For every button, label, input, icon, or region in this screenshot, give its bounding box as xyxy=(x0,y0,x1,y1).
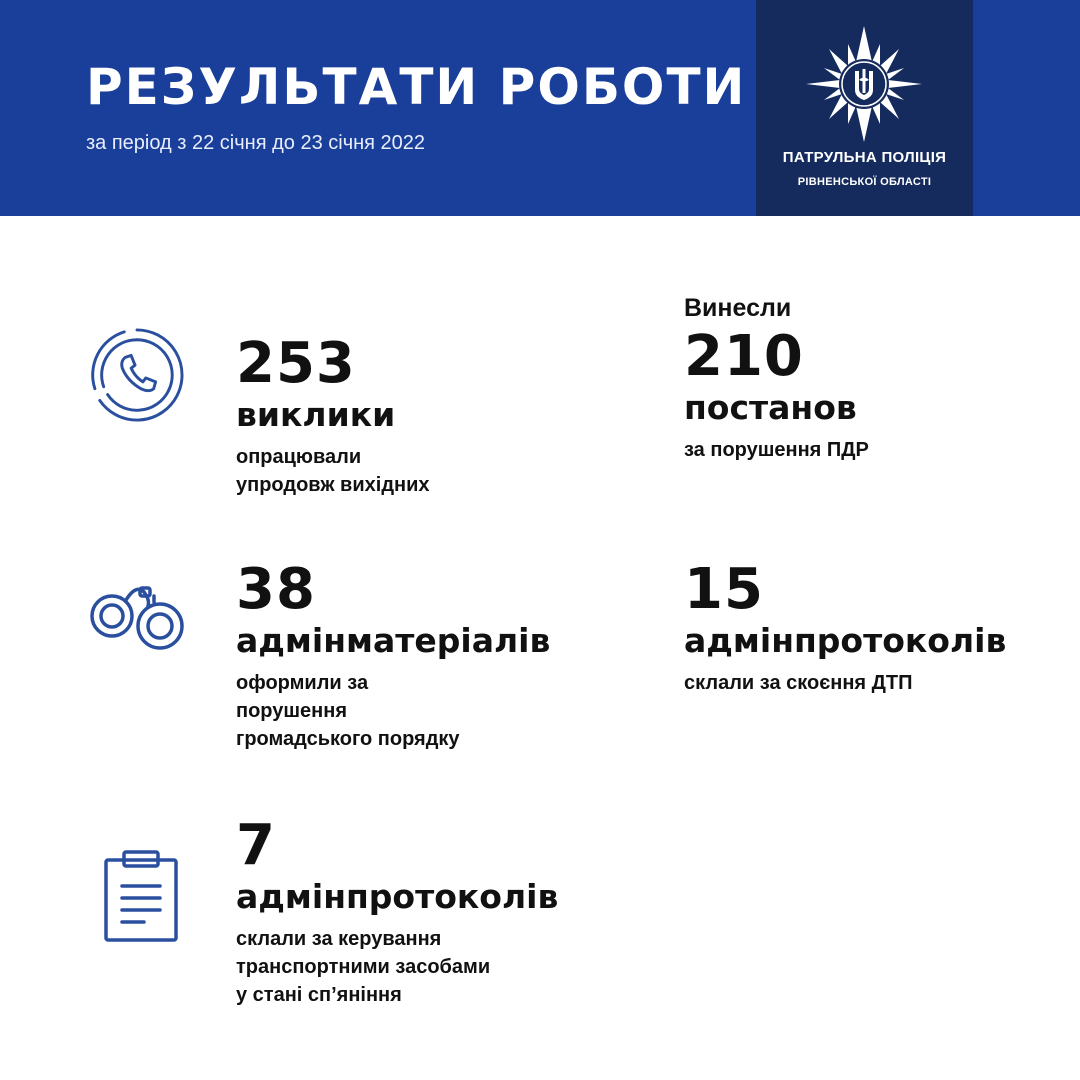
handcuffs-icon xyxy=(88,578,188,658)
stat-accident-protocols xyxy=(684,557,1007,697)
header-banner xyxy=(0,0,1080,216)
stat-value: 253 xyxy=(236,331,356,396)
desc-line: опрацювали xyxy=(236,446,362,468)
stat-label: виклики xyxy=(236,395,396,434)
stat-prefix: Винесли xyxy=(684,294,792,322)
stat-drunk-protocols xyxy=(236,813,559,1009)
stat-description xyxy=(236,669,550,753)
police-logo-panel xyxy=(756,0,973,216)
stat-label: адмінпротоколів xyxy=(684,621,1007,660)
org-name-line1: ПАТРУЛЬНА ПОЛІЦІЯ xyxy=(782,149,947,166)
stat-value: 38 xyxy=(236,557,316,622)
stat-label: адмінматеріалів xyxy=(236,621,551,660)
desc-line: упродовж вихідних xyxy=(236,474,430,496)
page-title: РЕЗУЛЬТАТИ РОБОТИ xyxy=(86,58,747,116)
desc-line: за порушення ПДР xyxy=(684,439,869,461)
stat-description xyxy=(684,669,1006,697)
stat-description xyxy=(684,436,869,464)
desc-line: склали за керування xyxy=(236,928,442,950)
phone-circle-icon xyxy=(88,326,186,424)
stat-description xyxy=(236,443,430,499)
period-subtitle: за період з 22 січня до 23 січня 2022 xyxy=(86,132,426,154)
stat-resolutions xyxy=(684,296,869,464)
stat-label: постанов xyxy=(684,388,857,427)
desc-line: громадського порядку xyxy=(236,728,460,750)
desc-line: у стані сп’яніння xyxy=(236,984,402,1006)
police-star-badge-icon xyxy=(804,24,924,144)
stat-value: 15 xyxy=(684,557,764,622)
stat-value: 7 xyxy=(236,813,276,878)
stat-label: адмінпротоколів xyxy=(236,877,559,916)
desc-line: оформили за xyxy=(236,672,369,694)
org-name-line2: РІВНЕНСЬКОЇ ОБЛАСТІ xyxy=(797,176,932,188)
desc-line: склали за скоєння ДТП xyxy=(684,672,913,694)
desc-line: транспортними засобами xyxy=(236,956,491,978)
desc-line: порушення xyxy=(236,700,347,722)
stat-admin-materials xyxy=(236,557,551,753)
stat-calls xyxy=(236,331,430,499)
clipboard-icon xyxy=(100,848,182,944)
stat-value: 210 xyxy=(684,324,804,389)
stat-description xyxy=(236,925,558,1009)
